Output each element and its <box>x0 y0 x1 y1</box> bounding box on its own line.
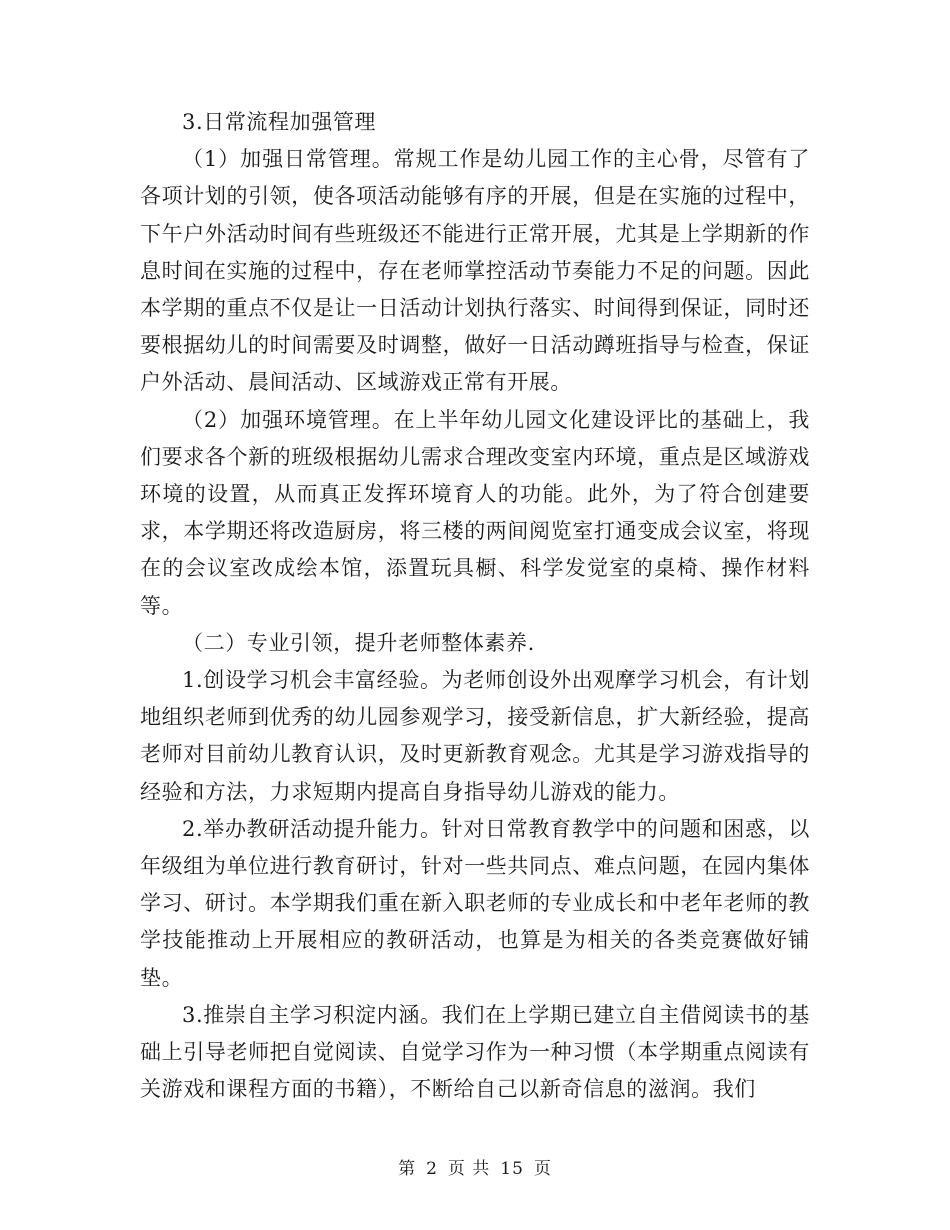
paragraph-daily-management: （1）加强日常管理。常规工作是幼儿园工作的主心骨，尽管有了各项计划的引领，使各项活动能够有序的开展，但是在实施的过程中，下午户外活动时间有些班级还不能进行正常开展，尤其是上学期新的作息时间在实施的过程中，存在老师掌控活动节奏能力不足的问题。因此本学期的重点不仅是让一日活动计划执行落实、时间得到保证，同时还要根据幼儿的时间需要及时调整，做好一日活动蹲班指导与检查，保证户外活动、晨间活动、区域游戏正常有开展。 <box>140 147 810 395</box>
document-body <box>140 104 810 1108</box>
footer-total-pages: 15 <box>500 1159 524 1179</box>
section-heading: 3.日常流程加强管理 <box>182 110 377 134</box>
paragraph-research-activities: 2.举办教研活动提升能力。针对日常教育教学中的问题和困惑，以年级组为单位进行教育研讨，针对一些共同点、难点问题，在园内集体学习、研讨。本学期我们重在新入职老师的专业成长和中老年老师的教学技能推动上开展相应的教研活动，也算是为相关的各类竞赛做好铺垫。 <box>140 816 810 990</box>
section-subheading: （二）专业引领，提升老师整体素养. <box>182 630 535 655</box>
paragraph-self-study: 3.推崇自主学习积淀内涵。我们在上学期已建立自主借阅读书的基础上引导老师把自觉阅读、自觉学习作为一种习惯（本学期重点阅读有关游戏和课程方面的书籍），不断给自己以新奇信息的滋润。我们 <box>140 1002 810 1102</box>
footer-suffix: 页 <box>533 1159 552 1179</box>
paragraph-learning-opportunities: 1.创设学习机会丰富经验。为老师创设外出观摩学习机会，有计划地组织老师到优秀的幼儿园参观学习，接受新信息，扩大新经验，提高老师对目前幼儿教育认识，及时更新教育观念。尤其是学习游戏指导的经验和方法，力求短期内提高自身指导幼儿游戏的能力。 <box>140 668 810 804</box>
footer-prefix: 第 <box>398 1159 417 1179</box>
paragraph-environment-management: （2）加强环境管理。在上半年幼儿园文化建设评比的基础上，我们要求各个新的班级根据幼儿需求合理改变室内环境，重点是区域游戏环境的设置，从而真正发挥环境育人的功能。此外，为了符合创建要求，本学期还将改造厨房，将三楼的两间阅览室打通变成会议室，将现在的会议室改成绘本馆，添置玩具橱、科学发觉室的桌椅、操作材料等。 <box>140 407 810 618</box>
footer-page-number: 2 <box>426 1159 438 1179</box>
footer-middle: 页 共 <box>447 1159 491 1179</box>
page-footer <box>0 1154 950 1179</box>
